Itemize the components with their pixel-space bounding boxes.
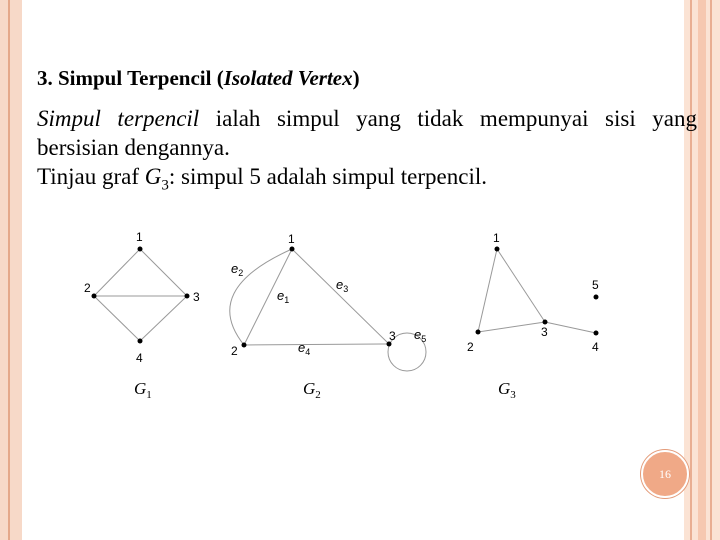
g3-vertex-label: 3 <box>541 325 548 339</box>
g3-label: $G_3$ <box>498 379 516 401</box>
g3-vertex-label: 2 <box>467 340 474 354</box>
heading-italic: Isolated Vertex <box>223 66 353 90</box>
g1-label: $G_1$ <box>134 379 152 401</box>
edge-label-e3: $e_3$ <box>336 277 349 294</box>
graph-sub: 3 <box>161 177 169 194</box>
g1-vertex-label: 3 <box>193 290 200 304</box>
g1-vertex-dot <box>138 247 143 252</box>
page-number-badge: 16 <box>641 450 689 498</box>
line2-suffix: : simpul 5 adalah simpul terpencil. <box>168 164 487 189</box>
g1-vertex-dot <box>185 294 190 299</box>
g1-vertex-label: 2 <box>84 281 91 295</box>
g3-vertex-dot <box>594 331 599 336</box>
graph-g2 <box>230 249 426 371</box>
line2-prefix: Tinjau graf <box>37 164 145 189</box>
g3-vertex-dot <box>543 320 548 325</box>
g2-vertex-dot <box>242 343 247 348</box>
g1-vertex-dot <box>92 294 97 299</box>
g1-vertex-label: 1 <box>136 230 143 244</box>
g2-label: $G_2$ <box>303 379 321 401</box>
g2-vertex-label: 2 <box>231 344 238 358</box>
g3-vertex-label: 5 <box>592 278 599 292</box>
edge-label-e5: $e_5$ <box>414 327 427 344</box>
g2-vertex-label: 3 <box>389 329 396 343</box>
g2-vertex-dot <box>290 247 295 252</box>
g1-vertex-dot <box>138 339 143 344</box>
g1-vertex-label: 4 <box>136 351 143 365</box>
heading-prefix: 3. Simpul Terpencil ( <box>37 66 224 90</box>
g3-vertex-dot <box>476 330 481 335</box>
g3-isolated-vertex-dot <box>594 295 599 300</box>
graph-g3 <box>478 249 596 333</box>
edge-label-e4: $e_4$ <box>298 340 311 357</box>
g3-vertex-label: 4 <box>592 340 599 354</box>
edge-label-e2: $e_2$ <box>231 261 244 278</box>
g2-vertex-label: 1 <box>288 232 295 246</box>
g3-vertex-dot <box>495 247 500 252</box>
term: Simpul terpencil <box>37 106 200 131</box>
graph-letter: G <box>144 164 162 189</box>
graph-g1 <box>94 249 187 341</box>
definition-text: ialah simpul yang tidak mempunyai sisi yang bersisian dengannya. <box>37 106 697 160</box>
edge-label-e1: $e_1$ <box>277 288 290 305</box>
g3-vertex-label: 1 <box>493 231 500 245</box>
heading-suffix: ) <box>352 66 360 90</box>
